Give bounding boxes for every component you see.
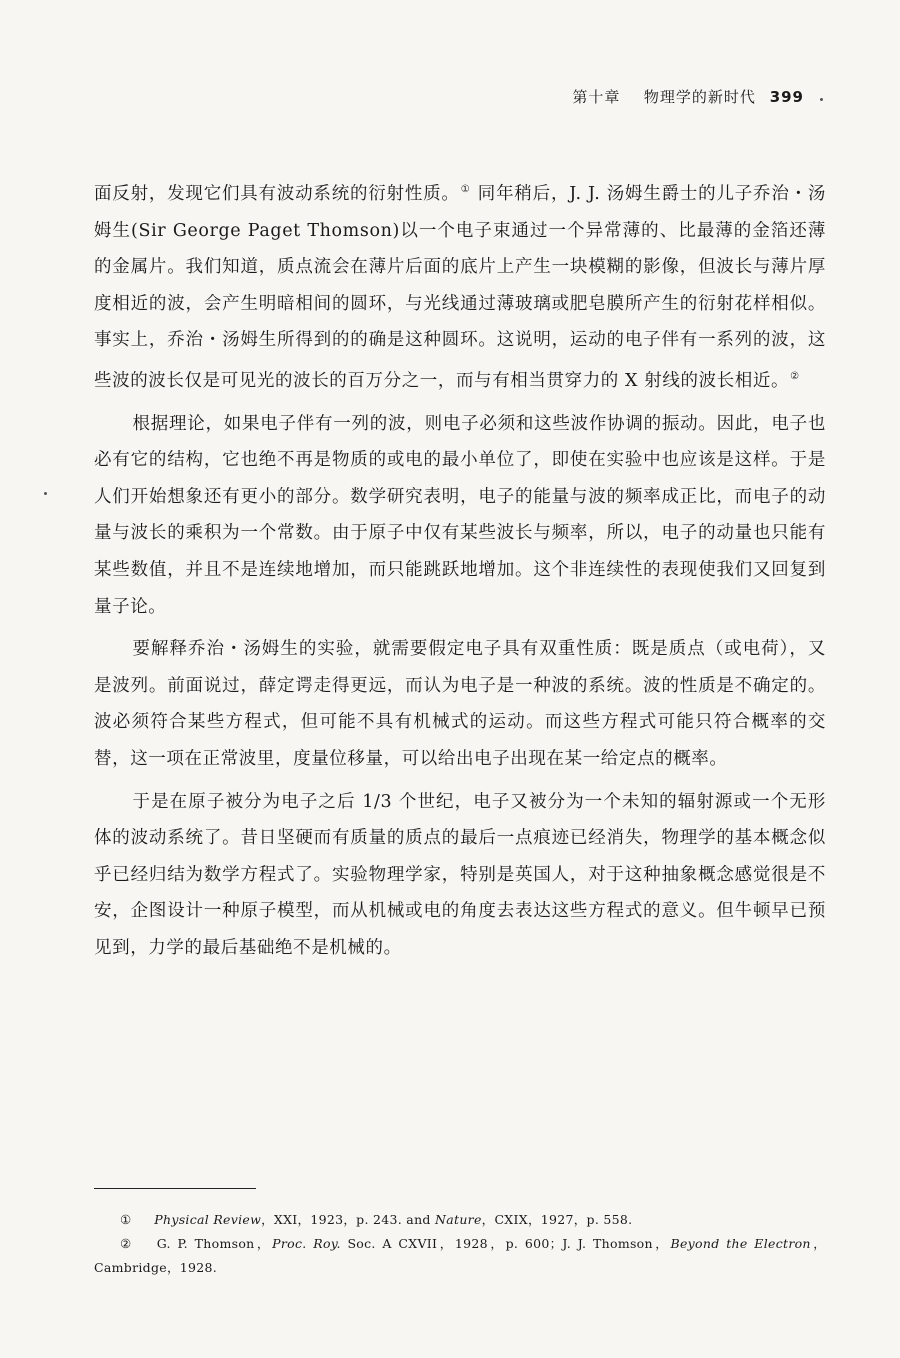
body-text [94, 172, 826, 972]
citation-text: Soc. A CXVII，1928，p. 600；J. J. Thomson， [340, 1236, 671, 1251]
citation-text: ，Cambridge，1928. [94, 1236, 826, 1275]
footnote-ref[interactable]: ① [460, 184, 471, 195]
paragraph: 要解释乔治・汤姆生的实验，就需要假定电子具有双重性质：既是质点（或电荷），又是波列。前面说过，薛定谔走得更远，而认为电子是一种波的系统。波的性质是不确定的。波必须符合某些方程式，但可能不具有机械式的运动。而这些方程式可能只符合概率的交替，这一项在正常波里，度量位移量，可以给出电子出现在某一给定点的概率。 [94, 639, 826, 769]
citation-text: G. P. Thomson， [156, 1236, 273, 1251]
scan-speck [44, 492, 47, 495]
chapter-label: 第十章 [572, 88, 621, 106]
page-number: 399 [769, 88, 804, 106]
paragraph-text: 面反射，发现它们具有波动系统的衍射性质。 [94, 184, 460, 204]
chapter-title: 物理学的新时代 [643, 88, 756, 106]
paragraph: 根据理论，如果电子伴有一列的波，则电子必须和这些波作协调的振动。因此，电子也必有它的结构，它也绝不再是物质的或电的最小单位了，即使在实验中也应该是这样。于是人们开始想象还有更小的部分。数学研究表明，电子的能量与波的频率成正比，而电子的动量与波长的乘积为一个常数。由于原子中仅有某些波长与频率，所以，电子的动量也只能有某些数值，并且不是连续地增加，而只能跳跃地增加。这个非连续性的表现使我们又回复到量子论。 [94, 413, 826, 617]
footnotes [94, 1208, 826, 1280]
journal-title: Proc. Roy. [272, 1236, 341, 1251]
footnote-divider [94, 1188, 256, 1189]
citation-text: ，CXIX，1927，p. 558. [481, 1212, 633, 1227]
paragraph-text: 同年稍后，J. J. 汤姆生爵士的儿子乔治・汤姆生(Sir George Paget Thomson)以一个电子束通过一个异常薄的、比最薄的金箔还薄的金属片。我们知道，质点流会在薄片后面的底片上产生一块模糊的影像，但波长与薄片厚度相近的波，会产生明暗相间的圆环，与光线通过薄玻璃或肥皂膜所产生的衍射花样相似。事实上，乔治・汤姆生所得到的的确是这种圆环。这说明，运动的电子伴有一系列的波，这些波的波长仅是可见光的波长的百万分之一，而与有相当贯穿力的 X 射线的波长相近。 [94, 184, 826, 391]
journal-title: Physical Review [154, 1212, 262, 1227]
citation-text: ，XXI，1923，p. 243. and [261, 1212, 435, 1227]
scan-speck [820, 98, 823, 101]
footnote [94, 1232, 826, 1280]
footnote [94, 1208, 826, 1232]
paragraph: 于是在原子被分为电子之后 1/3 个世纪，电子又被分为一个未知的辐射源或一个无形体的波动系统了。昔日坚硬而有质量的质点的最后一点痕迹已经消失，物理学的基本概念似乎已经归结为数学方程式了。实验物理学家，特别是英国人，对于这种抽象概念感觉很是不安，企图设计一种原子模型，而从机械或电的角度去表达这些方程式的意义。但牛顿早已预见到，力学的最后基础绝不是机械的。 [94, 791, 826, 958]
running-header [572, 86, 804, 107]
footnote-mark: ① [120, 1212, 132, 1227]
book-title: Beyond the Electron [670, 1236, 811, 1251]
footnote-mark: ② [120, 1236, 132, 1251]
footnote-ref[interactable]: ② [790, 370, 800, 382]
journal-title: Nature [435, 1212, 482, 1227]
paragraph [94, 172, 826, 400]
